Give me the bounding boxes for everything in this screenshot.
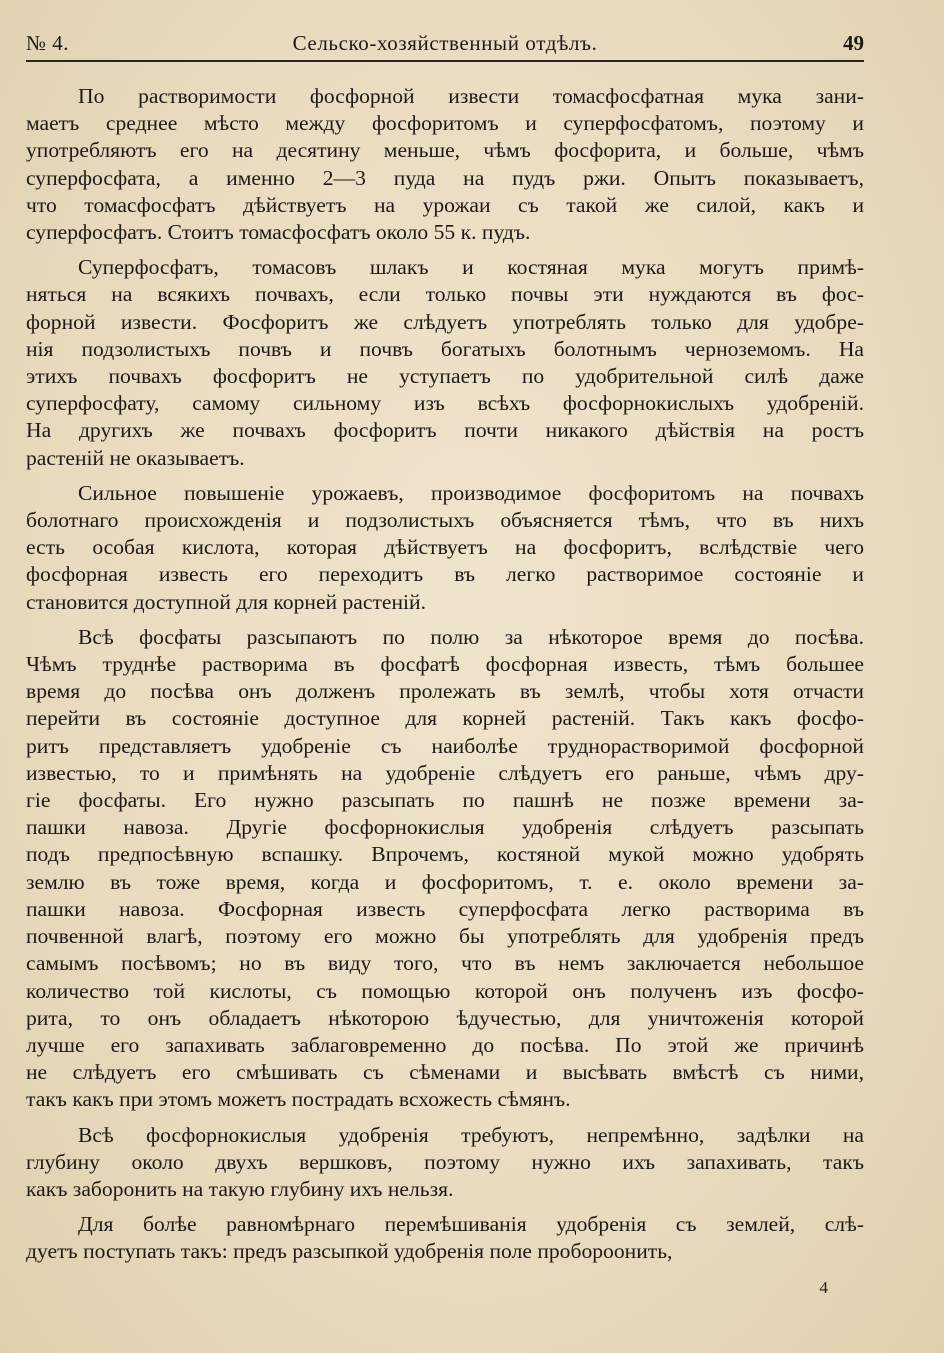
text-line: такъ какъ при этомъ можетъ пострадать всхожесть сѣмянъ.	[26, 1087, 571, 1112]
text-line: пашки навоза. Другіе фосфорнокислыя удобренія слѣдуетъ разсыпать	[26, 815, 864, 840]
text-line: няться на всякихъ почвахъ, если только почвы эти нуждаются въ фос-	[26, 282, 864, 307]
text-line: По растворимости фосфорной извести томасфосфатная мука зани-	[78, 84, 864, 108]
header-rule	[26, 60, 864, 62]
signature-mark: 4	[819, 1278, 828, 1297]
text-line: известью, то и примѣнять на удобреніе слѣдуетъ его раньше, чѣмъ дру-	[26, 760, 864, 785]
text-line: нія подзолистыхъ почвъ и почвъ богатыхъ болотнымъ черноземомъ. На	[26, 336, 864, 361]
text-line: болотнаго происхожденія и подзолистыхъ объясняется тѣмъ, что въ нихъ	[26, 508, 864, 533]
text-line: подъ предпосѣвную вспашку. Впрочемъ, костяной мукой можно удобрять	[26, 842, 864, 867]
section-title: Сельско-хозяйственный отдѣлъ.	[292, 31, 598, 55]
text-line: рита, то онъ обладаетъ нѣкоторою ѣдучестью, для уничтоженія которой	[26, 1005, 864, 1030]
text-line: гіе фосфаты. Его нужно разсыпать по пашнѣ не позже времени за-	[26, 788, 864, 813]
text-line: землю въ тоже время, когда и фосфоритомъ, т. е. около времени за-	[26, 869, 864, 894]
paragraph	[26, 624, 864, 1114]
page-header	[26, 28, 864, 58]
text-line: ритъ представляетъ удобреніе съ наиболѣе труднорастворимой фосфорной	[26, 733, 864, 758]
text-line: Всѣ фосфорнокислыя удобренія требуютъ, непремѣнно, задѣлки на	[78, 1122, 864, 1147]
text-line: Сильное повышеніе урожаевъ, производимое фосфоритомъ на почвахъ	[78, 480, 864, 505]
text-line: почвенной влагѣ, поэтому его можно бы употреблять для удобренія предъ	[26, 924, 864, 949]
text-line: употребляютъ его на десятину меньше, чѣмъ фосфорита, и больше, чѣмъ	[26, 138, 864, 163]
text-line: На другихъ же почвахъ фосфоритъ почти никакого дѣйствія на ростъ	[26, 418, 864, 443]
text-line: растеній не оказываетъ.	[26, 445, 245, 470]
issue-number: № 4.	[26, 31, 70, 55]
text-line: какъ заборонить на такую глубину ихъ нельзя.	[26, 1176, 454, 1201]
paragraph	[26, 83, 864, 246]
text-line: что томасфосфатъ дѣйствуетъ на урожаи съ такой же силой, какъ и	[26, 192, 864, 217]
text-line: маетъ среднее мѣсто между фосфоритомъ и суперфосфатомъ, поэтому и	[26, 111, 864, 136]
text-line: есть особая кислота, которая дѣйствуетъ на фосфоритъ, вслѣдствіе чего	[26, 535, 864, 560]
text-line: самымъ посѣвомъ; но въ виду того, что въ немъ заключается небольшое	[26, 951, 864, 976]
paragraph	[26, 1211, 864, 1265]
article-body	[26, 83, 864, 1274]
text-line: не слѣдуетъ его смѣшивать съ сѣменами и высѣвать вмѣстѣ съ ними,	[26, 1060, 864, 1085]
text-line: становится доступной для корней растеній.	[26, 589, 426, 614]
text-line: Для болѣе равномѣрнаго перемѣшиванія удобренія съ землей, слѣ-	[78, 1212, 864, 1237]
text-line: Всѣ фосфаты разсыпаютъ по полю за нѣкоторое время до посѣва.	[78, 624, 864, 649]
paragraph	[26, 480, 864, 616]
text-line: лучше его запахивать заблаговременно до посѣва. По этой же причинѣ	[26, 1032, 864, 1057]
paragraph	[26, 1122, 864, 1204]
page-number: 49	[843, 31, 864, 55]
text-line: Суперфосфатъ, томасовъ шлакъ и костяная мука могутъ примѣ-	[78, 255, 864, 280]
text-line: этихъ почвахъ фосфоритъ не уступаетъ по удобрительной силѣ даже	[26, 364, 864, 389]
text-line: Чѣмъ труднѣе растворима въ фосфатѣ фосфорная известь, тѣмъ большее	[26, 652, 864, 677]
text-line: дуетъ поступать такъ: предъ разсыпкой удобренія поле пробороонить,	[26, 1239, 673, 1264]
text-line: фосфорная известь его переходитъ въ легко растворимое состояніе и	[26, 562, 864, 587]
text-line: перейти въ состояніе доступное для корней растеній. Такъ какъ фосфо-	[26, 706, 864, 731]
text-line: пашки навоза. Фосфорная известь суперфосфата легко растворима въ	[26, 896, 864, 921]
text-line: суперфосфату, самому сильному изъ всѣхъ фосфорнокислыхъ удобреній.	[26, 391, 864, 416]
text-line: глубину около двухъ вершковъ, поэтому нужно ихъ запахивать, такъ	[26, 1149, 864, 1174]
text-line: суперфосфатъ. Стоитъ томасфосфатъ около 55 к. пудъ.	[26, 220, 531, 245]
paragraph	[26, 254, 864, 472]
text-line: время до посѣва онъ долженъ пролежать въ землѣ, чтобы хотя отчасти	[26, 679, 864, 704]
text-line: форной извести. Фосфоритъ же слѣдуетъ употреблять только для удобре-	[26, 309, 864, 334]
text-line: суперфосфата, а именно 2—3 пуда на пудъ ржи. Опытъ показываетъ,	[26, 165, 864, 190]
text-line: количество той кислоты, съ помощью которой онъ полученъ изъ фосфо-	[26, 978, 864, 1003]
